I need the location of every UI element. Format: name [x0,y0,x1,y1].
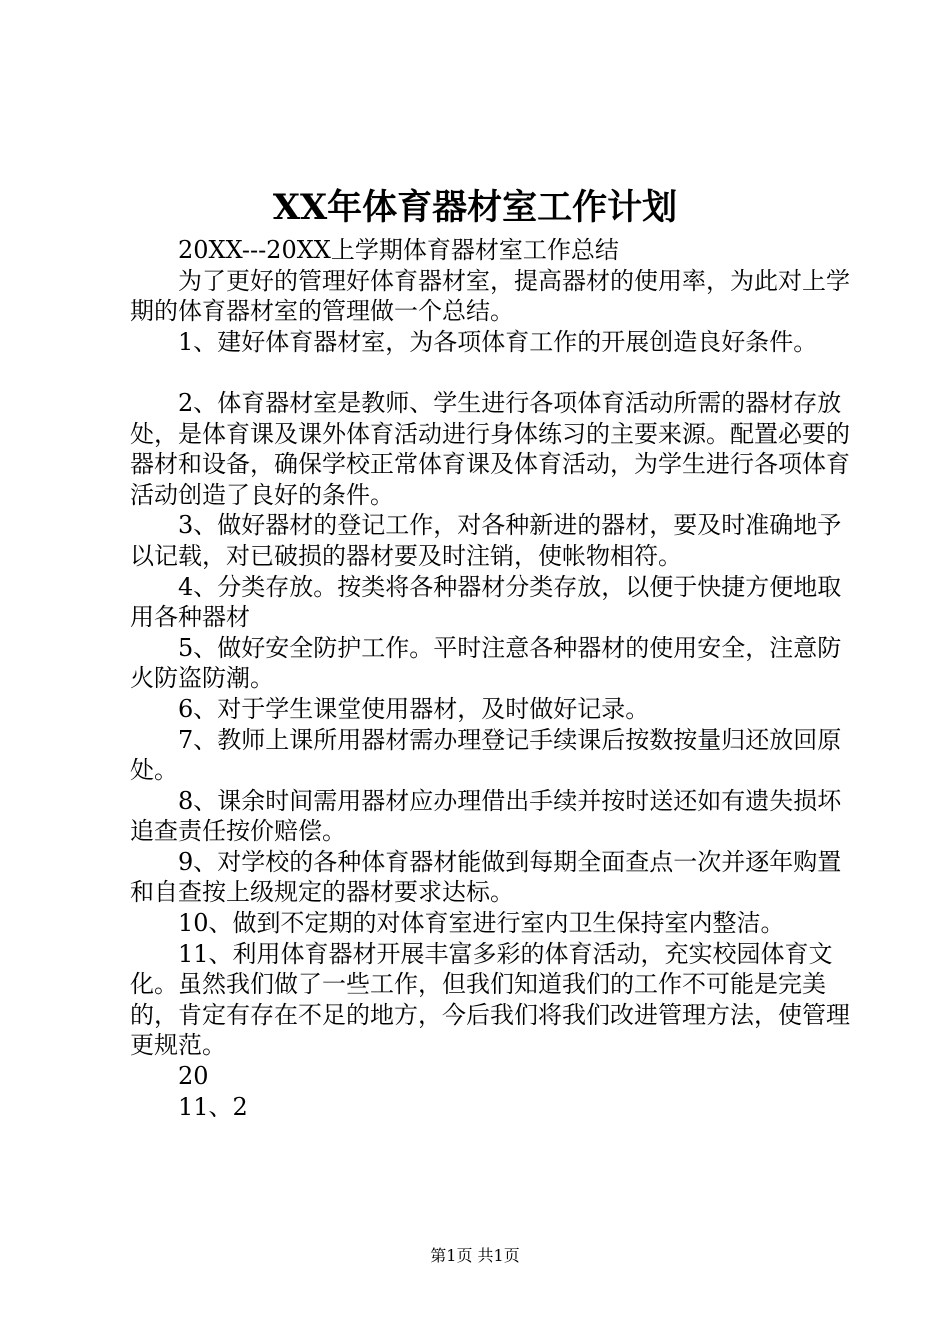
paragraph-intro: 为了更好的管理好体育器材室，提高器材的使用率，为此对上学期的体育器材室的管理做一个总结。 [130,266,850,326]
paragraph-item-6: 6、对于学生课堂使用器材，及时做好记录。 [178,694,650,723]
paragraph-item-7: 7、教师上课所用器材需办理登记手续课后按数按量归还放回原处。 [130,725,842,785]
paragraph-item-9: 9、对学校的各种体育器材能做到每期全面查点一次并逐年购置和自查按上级规定的器材要求达标。 [130,847,842,907]
paragraph-item-2: 2、体育器材室是教师、学生进行各项体育活动所需的器材存放处，是体育课及课外体育活动进行身体练习的主要来源。配置必要的器材和设备，确保学校正常体育课及体育活动，为学生进行各项体育活动创造了良好的条件。 [130,388,850,509]
paragraph-item-3: 3、做好器材的登记工作，对各种新进的器材，要及时准确地予以记载，对已破损的器材要及时注销，使帐物相符。 [130,511,842,570]
document-title: XX年体育器材室工作计划 [272,187,678,228]
paragraph-date-fragment-year: 20 [178,1062,209,1091]
blank-line [130,357,850,388]
paragraph-item-1: 1、建好体育器材室，为各项体育工作的开展创造良好条件。 [178,327,818,356]
document-body [130,235,850,1122]
paragraph-item-8: 8、课余时间需用器材应办理借出手续并按时送还如有遗失损坏追查责任按价赔偿。 [130,786,842,846]
paragraph-semester-heading: 20XX---20XX上学期体育器材室工作总结 [178,236,619,264]
paragraph-date-fragment-month: 11、2 [178,1092,248,1121]
paragraph-item-4: 4、分类存放。按类将各种器材分类存放，以便于快捷方便地取用各种器材 [130,572,842,632]
paragraph-item-11: 11、利用体育器材开展丰富多彩的体育活动，充实校园体育文化。虽然我们做了一些工作，但我们知道我们的工作不可能是完美的，肯定有存在不足的地方，今后我们将我们改进管理方法，使管理更规范。 [130,939,850,1060]
paragraph-item-5: 5、做好安全防护工作。平时注意各种器材的使用安全，注意防火防盗防潮。 [130,633,842,693]
paragraph-item-10: 10、做到不定期的对体育室进行室内卫生保持室内整洁。 [178,909,785,938]
page-footer: 第1页 共1页 [430,1246,520,1265]
